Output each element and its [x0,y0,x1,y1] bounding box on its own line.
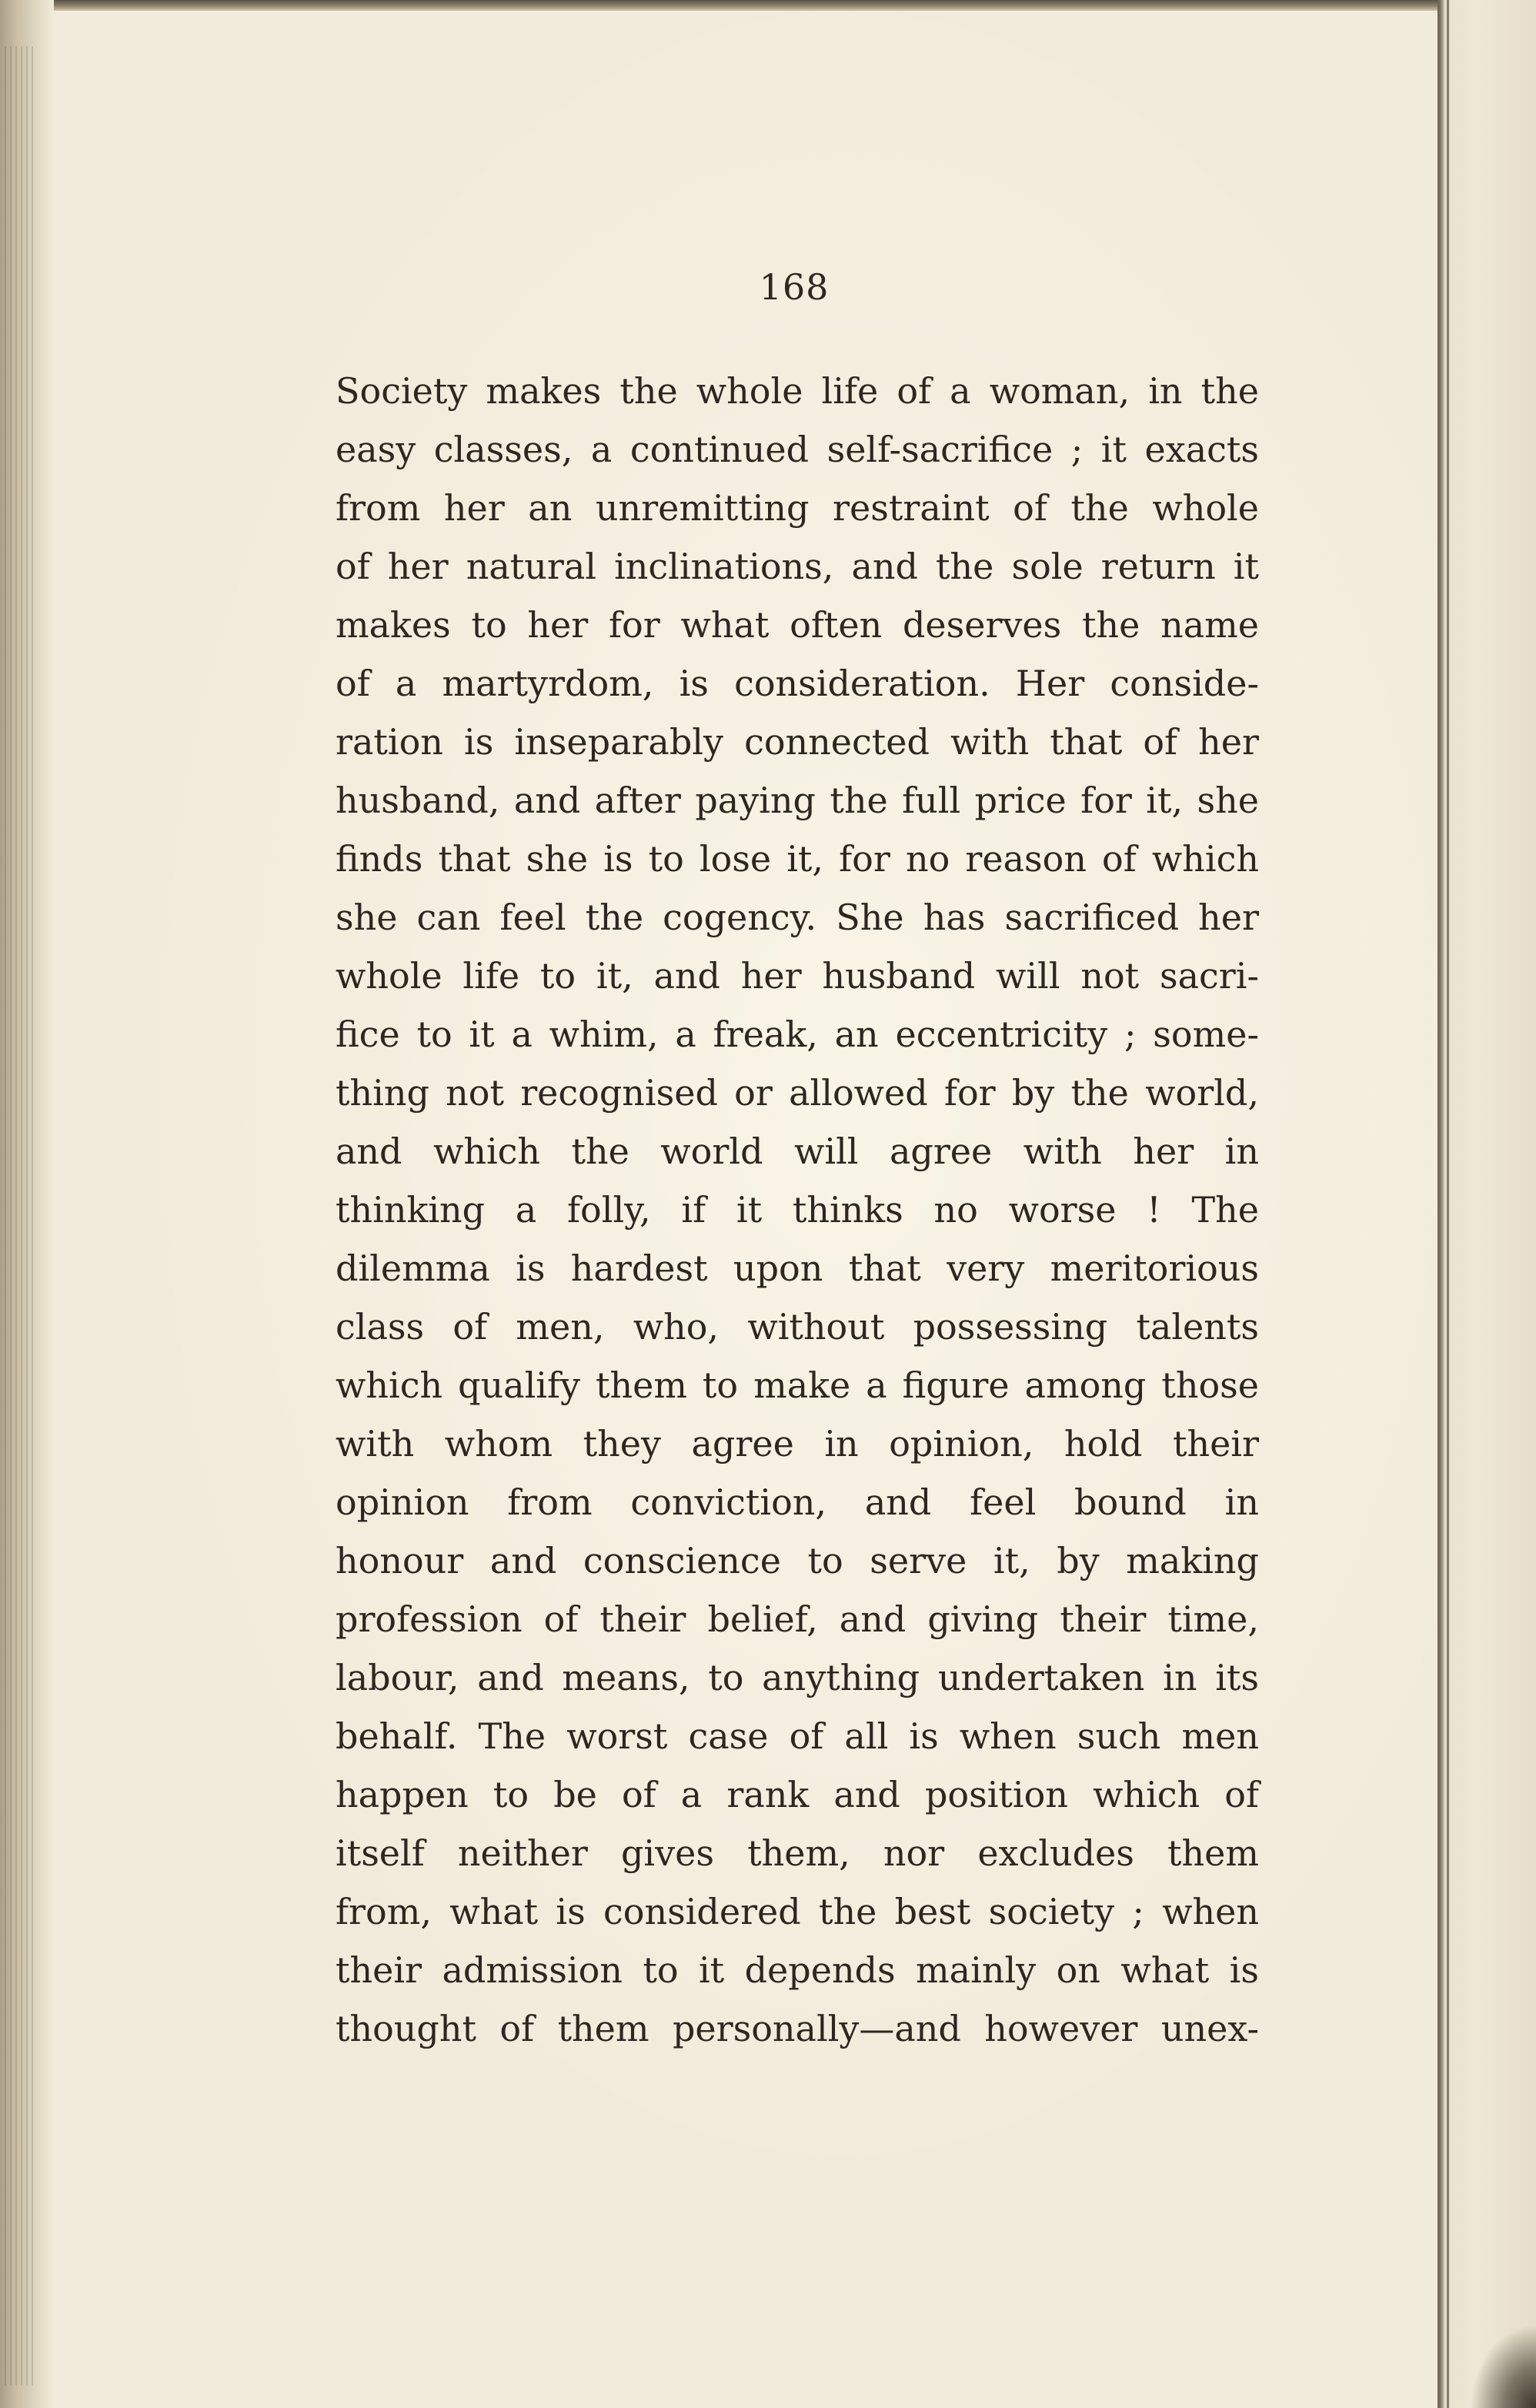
text-line: ration is inseparably connected with that of her [336,721,1259,763]
body-text [336,362,1259,2058]
corner-shadow [1470,2324,1536,2408]
text-line: behalf. The worst case of all is when such men [336,1715,1259,1757]
text-line: dilemma is hardest upon that very meritorious [336,1247,1259,1289]
text-line: easy classes, a continued self-sacrifice ; it exacts [336,429,1259,470]
text-line: happen to be of a rank and position which of [336,1774,1259,1815]
text-line: honour and conscience to serve it, by making [336,1540,1259,1581]
text-line: profession of their belief, and giving their time, [336,1598,1259,1640]
text-line: and which the world will agree with her in [336,1131,1259,1172]
text-line: of her natural inclinations, and the sole return it [336,546,1259,587]
text-line: of a martyrdom, is consideration. Her conside- [336,663,1259,704]
text-line: thing not recognised or allowed for by the world, [336,1072,1259,1114]
text-line: itself neither gives them, nor excludes them [336,1832,1259,1874]
text-line: she can feel the cogency. She has sacrificed her [336,897,1259,938]
text-line: from her an unremitting restraint of the whole [336,487,1259,529]
top-page-edge [0,0,1536,11]
text-line: which qualify them to make a figure among those [336,1364,1259,1406]
right-edge-shadow-line [1447,0,1449,2408]
text-line: class of men, who, without possessing talents [336,1306,1259,1348]
text-line: from, what is considered the best society ; when [336,1891,1259,1932]
binding-threads [5,46,35,2386]
text-line: thought of them personally—and however unex- [336,2008,1259,2049]
text-line: thinking a folly, if it thinks no worse ! The [336,1189,1259,1231]
text-line: finds that she is to lose it, for no reason of which [336,838,1259,880]
text-line: husband, and after paying the full price for it, she [336,780,1259,821]
text-line: Society makes the whole life of a woman, in the [336,370,1259,412]
right-page-edge [1437,0,1536,2408]
text-line: labour, and means, to anything undertaken in its [336,1657,1259,1698]
page-number: 168 [759,266,830,308]
text-line: their admission to it depends mainly on what is [336,1949,1259,1991]
text-line: opinion from conviction, and feel bound in [336,1481,1259,1523]
text-line: makes to her for what often deserves the name [336,604,1259,646]
text-line: with whom they agree in opinion, hold their [336,1423,1259,1465]
text-line: whole life to it, and her husband will not sacri- [336,955,1259,997]
text-line: fice to it a whim, a freak, an eccentricity ; some- [336,1014,1259,1055]
